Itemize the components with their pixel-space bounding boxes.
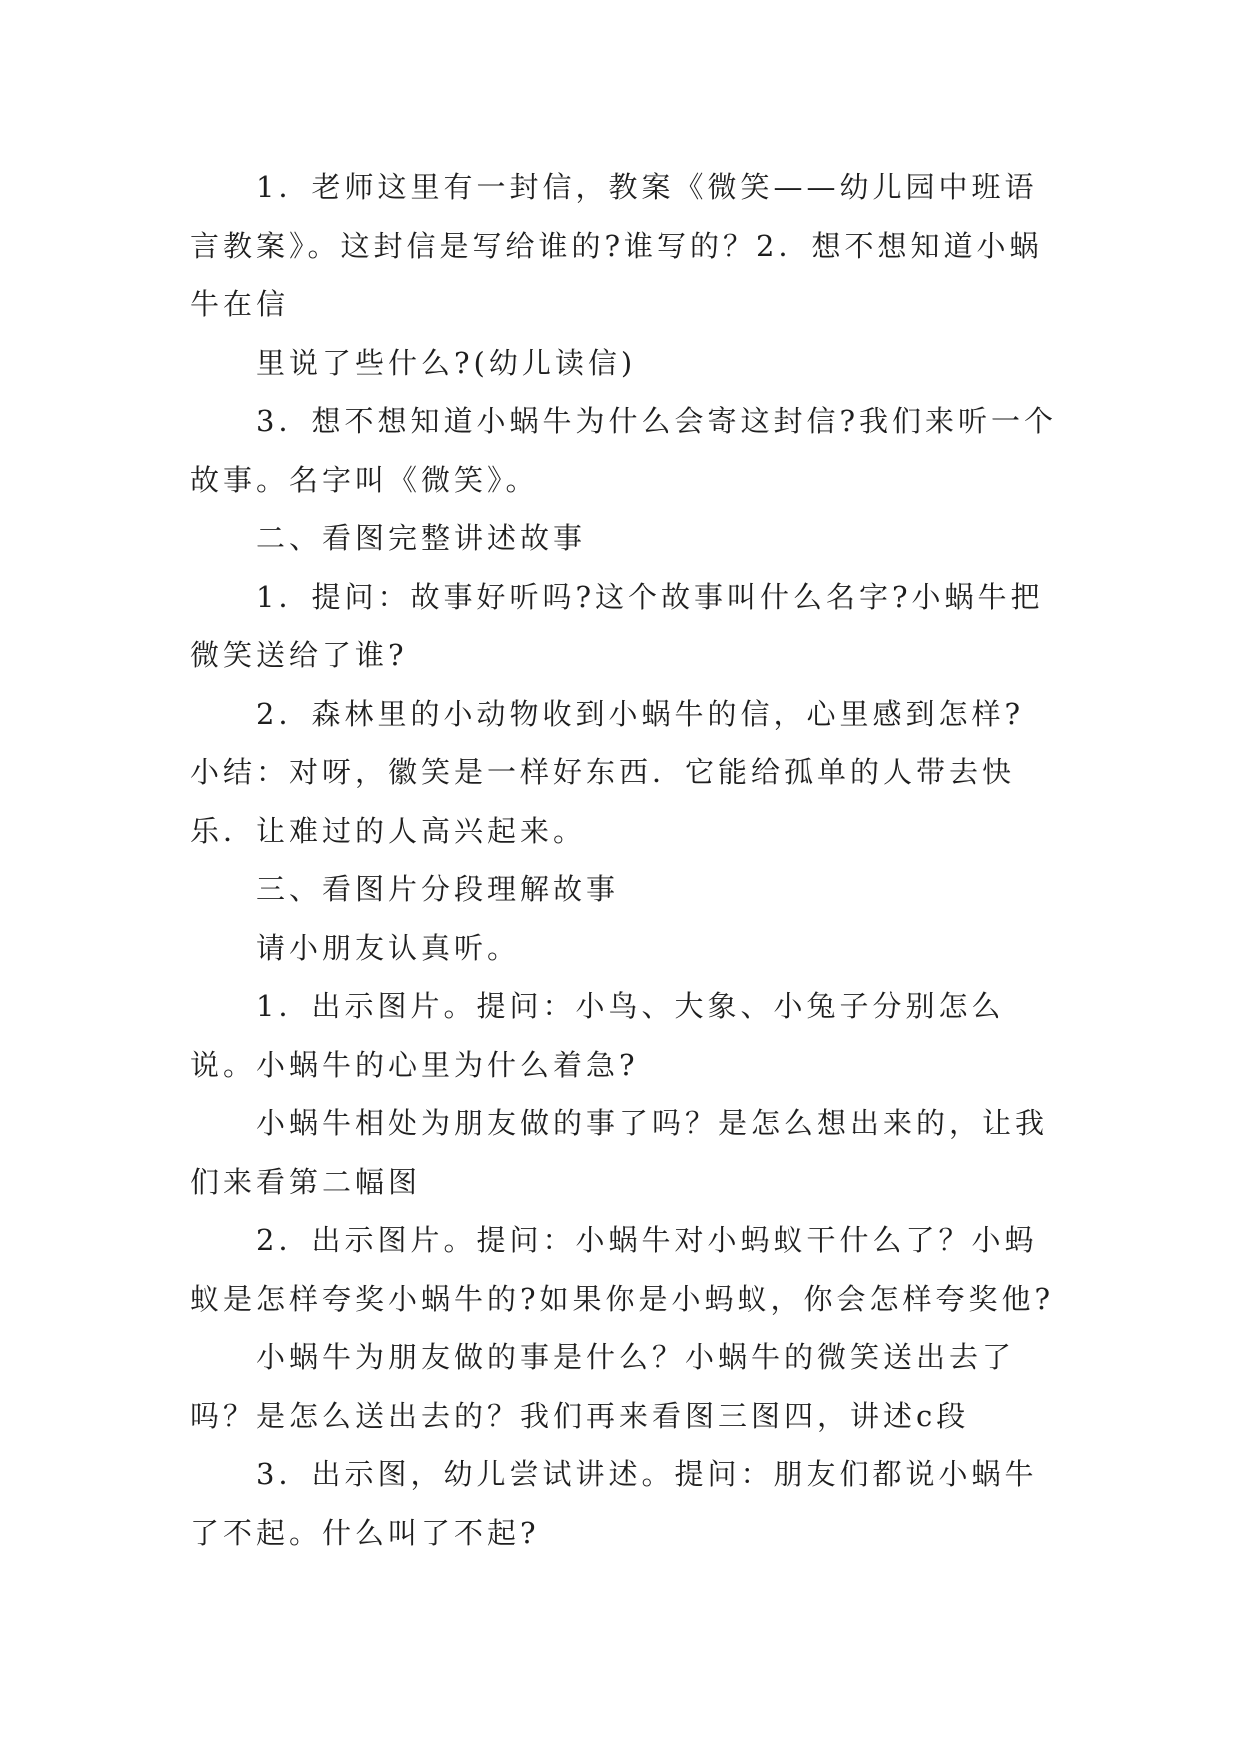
paragraph-4: 1．提问：故事好听吗?这个故事叫什么名字?小蜗牛把微笑送给了谁? <box>190 579 1044 672</box>
paragraph-7: 1．出示图片。提问：小鸟、大象、小兔子分别怎么说。小蜗牛的心里为什么着急? <box>190 989 1005 1082</box>
paragraph-11: 3．出示图，幼儿尝试讲述。提问：朋友们都说小蜗牛了不起。什么叫了不起? <box>190 1457 1038 1550</box>
summary-paragraph: 小结：对呀，徽笑是一样好东西．它能给孤单的人带去快乐．让难过的人高兴起来。 <box>190 755 1016 848</box>
body-text <box>190 158 1070 1562</box>
paragraph-5: 2．森林里的小动物收到小蜗牛的信，心里感到怎样? <box>256 696 1024 731</box>
paragraph-6: 请小朋友认真听。 <box>256 930 521 965</box>
section-heading-2: 二、看图完整讲述故事 <box>256 521 587 555</box>
paragraph-10: 小蜗牛为朋友做的事是什么？小蜗牛的微笑送出去了吗？是怎么送出去的？我们再来看图三图四，讲述c段 <box>190 1340 1016 1433</box>
paragraph-9: 2．出示图片。提问：小蜗牛对小蚂蚁干什么了？小蚂蚁是怎样夸奖小蜗牛的?如果你是小蚂蚁，你会怎样夸奖他? <box>190 1223 1055 1316</box>
paragraph-3: 3．想不想知道小蜗牛为什么会寄这封信?我们来听一个故事。名字叫《微笑》。 <box>190 404 1057 497</box>
paragraph-1: 1．老师这里有一封信，教案《微笑——幼儿园中班语言教案》。这封信是写给谁的?谁写的？2．想不想知道小蜗牛在信 <box>190 170 1043 321</box>
paragraph-2: 里说了些什么?(幼儿读信) <box>256 345 637 380</box>
paragraph-8: 小蜗牛相处为朋友做的事了吗？是怎么想出来的，让我们来看第二幅图 <box>190 1106 1049 1199</box>
section-heading-3: 三、看图片分段理解故事 <box>256 872 620 906</box>
